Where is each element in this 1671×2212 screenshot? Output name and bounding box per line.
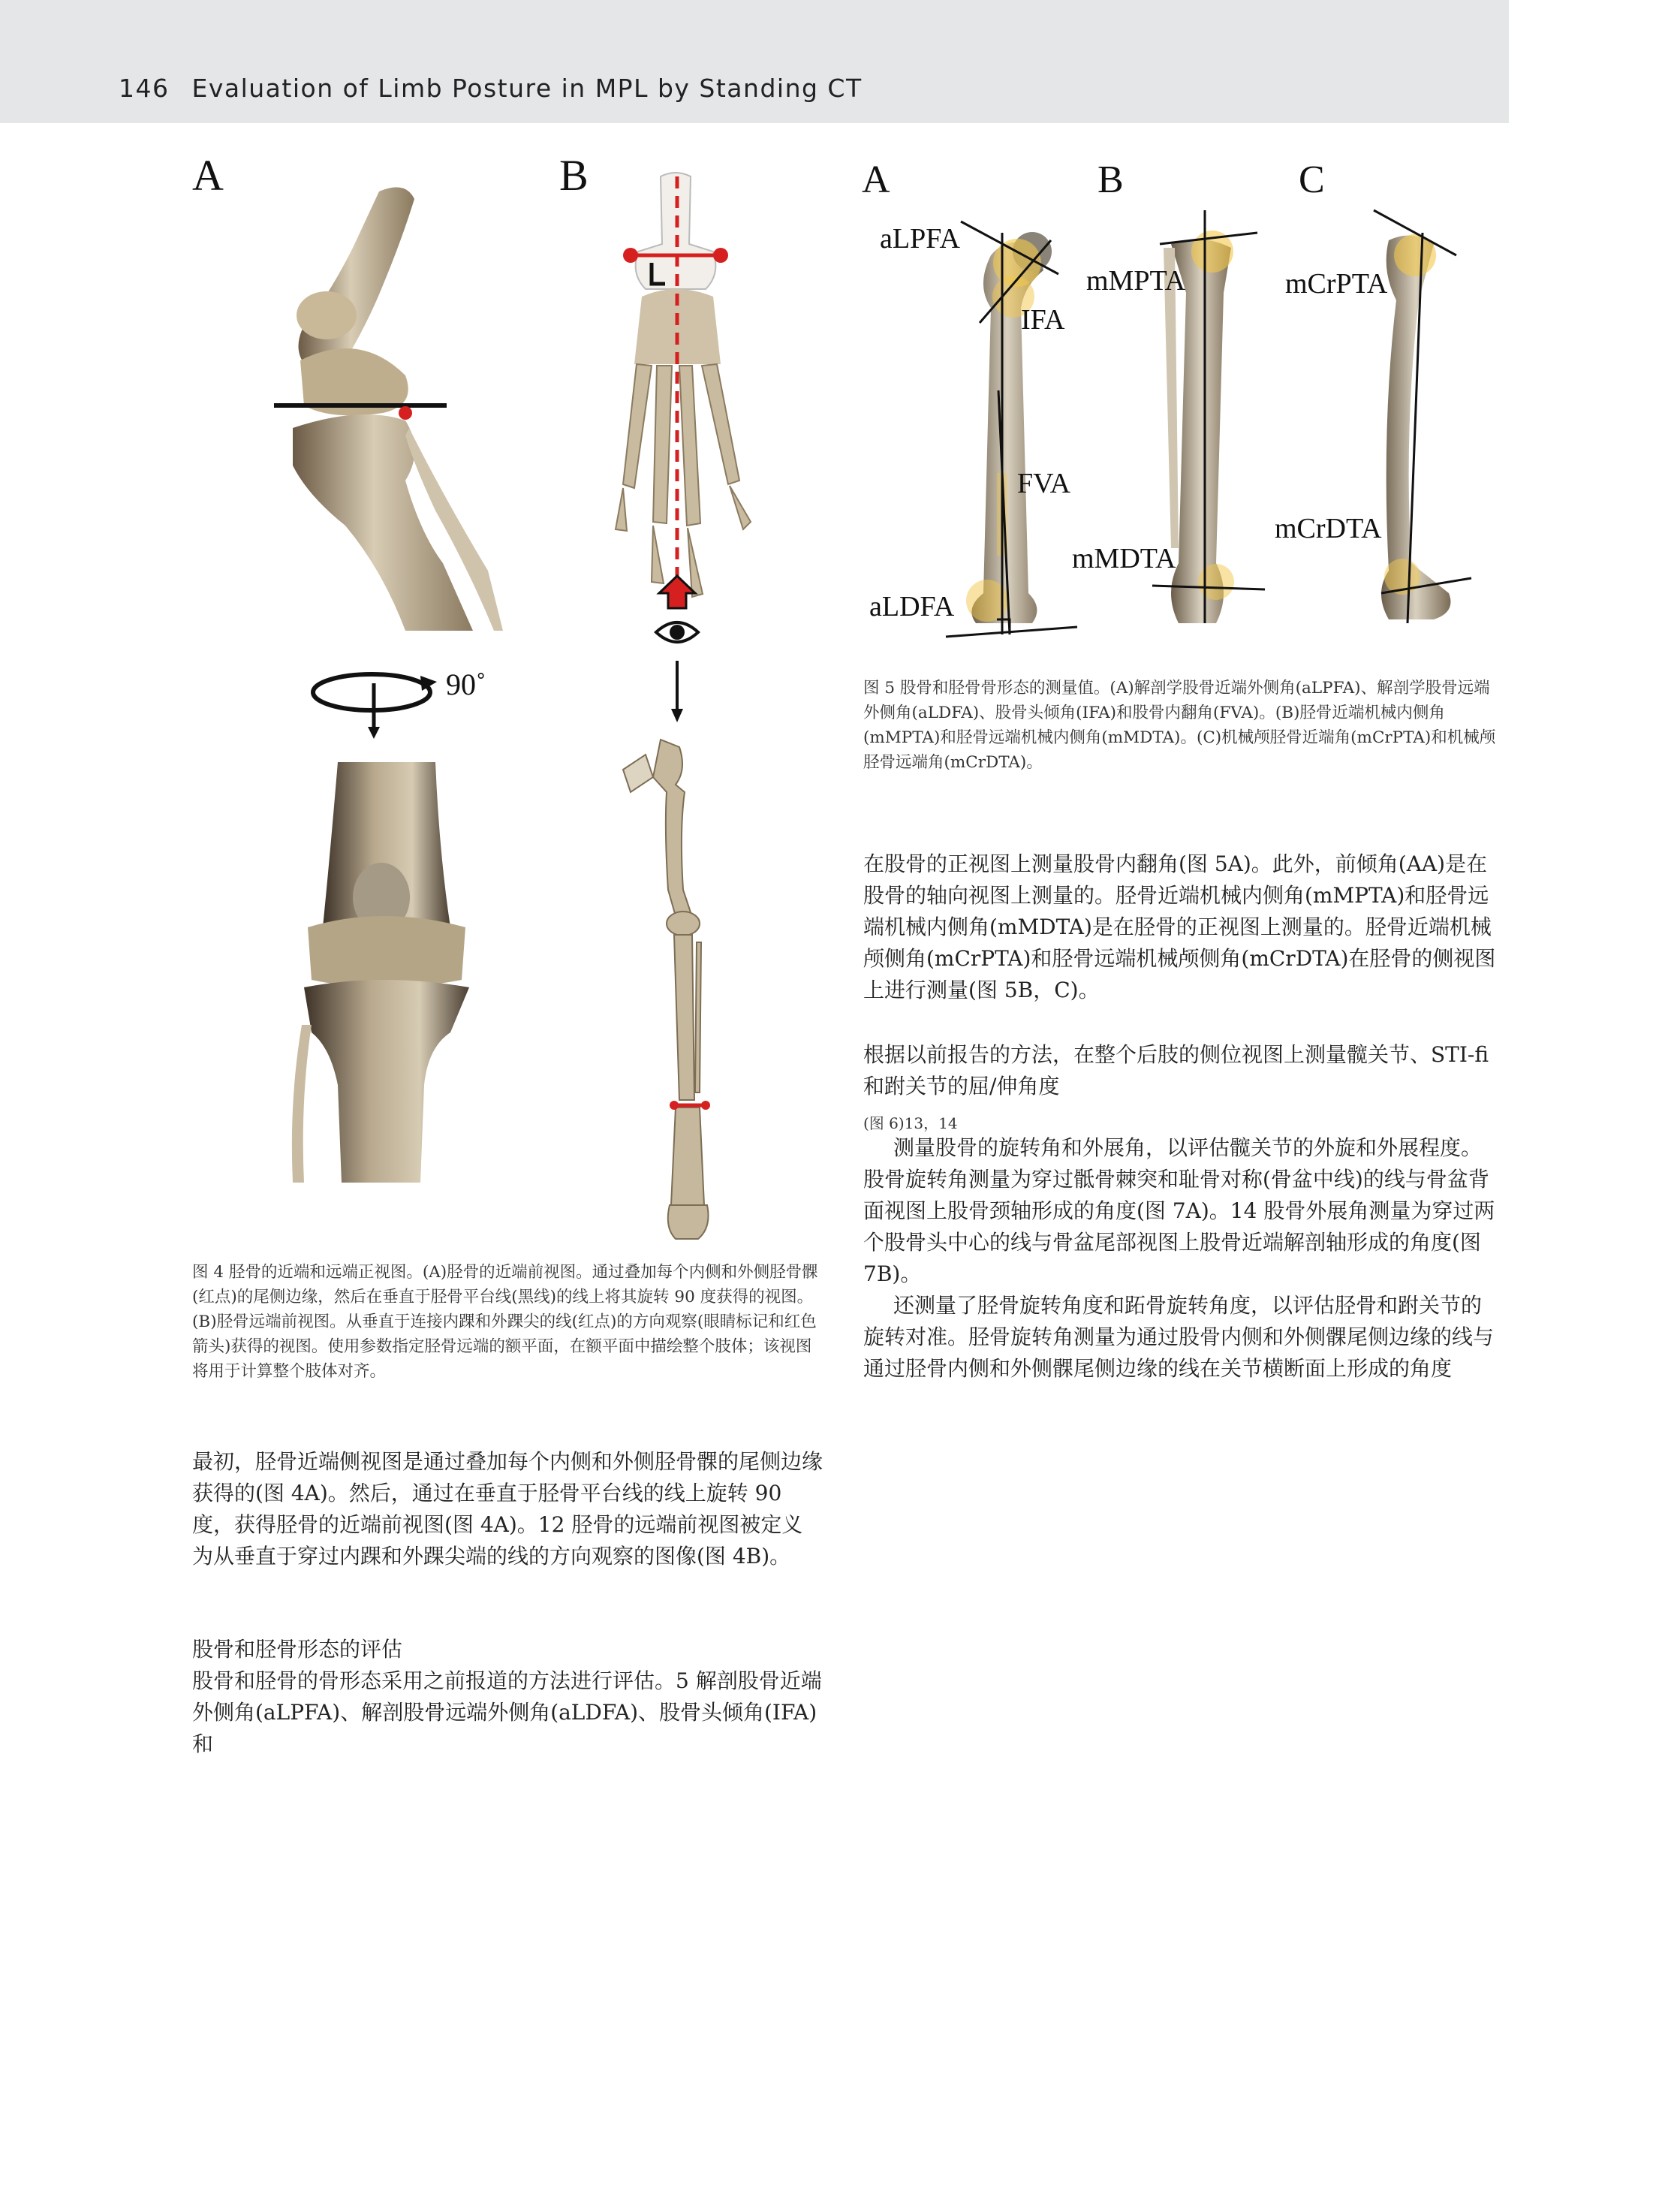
section-heading: 股骨和胫骨形态的评估: [192, 1637, 403, 1662]
right-paragraph-4-text: 还测量了胫骨旋转角度和跖骨旋转角度，以评估胫骨和跗关节的旋转对准。胫骨旋转角测量为通过股骨内侧和外侧髁尾侧边缘的线与通过胫骨内侧和外侧髁尾侧边缘的线在关节横断面上形成的角度: [863, 1293, 1495, 1381]
fibula-front-shape: [292, 1025, 312, 1183]
fig4-panel-a-letter: A: [192, 151, 224, 200]
fig5-label-alpfa: aLPFA: [880, 223, 960, 255]
tibia-limb-shape: [674, 935, 694, 1100]
view-direction-red-arrow-icon: [659, 576, 695, 608]
eye-icon: [653, 616, 702, 725]
paw-digits-shape: [668, 1205, 709, 1239]
tibia-front-shape: [304, 980, 469, 1183]
right-paragraph-1-text: 在股骨的正视图上测量股骨内翻角(图 5A)。此外，前倾角(AA)是在股骨的轴向视图上测量的。胫骨近端机械内侧角(mMPTA)和胫骨远端机械内侧角(mMDTA)是在胫骨的正视图上测量的。胫骨近端机械颅侧角(mCrPTA)和胫骨远端机械颅侧角(mCrDTA)在胫骨的侧视图上进行测量(图 5B，C)。: [863, 851, 1496, 1002]
rotation-angle-label: 90˚: [446, 668, 486, 701]
fig5-panel-b-letter: B: [1097, 158, 1124, 201]
fig4a-lateral-view-image: [218, 180, 533, 631]
patella-shape: [297, 291, 357, 339]
right-paragraph-4: [863, 1290, 1501, 1385]
right-reference-note: (图 6)13，14: [863, 1114, 958, 1132]
fig5-panel-a-letter: A: [862, 158, 890, 201]
fig4-panel-b-letter: B: [559, 151, 589, 200]
lateral-malleolus-red-point: [713, 248, 728, 263]
limb-malleolus-red-point-medial: [670, 1101, 679, 1110]
fig5-label-mcrpta: mCrPTA: [1285, 268, 1388, 300]
femoral-condyles-front-shape: [308, 916, 465, 987]
fig4b-whole-limb-image: [623, 740, 773, 1250]
fig4a-anterior-view-image: [270, 762, 495, 1183]
pelvis-fragment-shape: [623, 755, 653, 792]
fig5-label-mcrdta: mCrDTA: [1275, 513, 1382, 544]
right-paragraph-2: [863, 1039, 1501, 1102]
header-text: [119, 74, 863, 103]
fig5-label-mmdta: mMDTA: [1072, 543, 1176, 574]
medial-malleolus-red-point: [623, 248, 638, 263]
distal-tibia-highlight: [1198, 564, 1234, 600]
figure4-caption: 图 4 胫骨的近端和远端正视图。(A)胫骨的近端前视图。通过叠加每个内侧和外侧胫骨髁(红点)的尾侧边缘，然后在垂直于胫骨平台线(黑线)的线上将其旋转 90 度获得的视图。(B)胫骨远端前视图。从垂直于连接内踝和外踝尖的线(红点)的方向观察(眼睛标记和红色箭头)获得的视图。使用参数指定胫骨远端的额平面，在额平面中描绘整个肢体；该视图将用于计算整个肢体对齐。: [192, 1263, 818, 1381]
stifle-joint-shape: [667, 912, 700, 936]
running-title: Evaluation of Limb Posture in MPL by Standing CT: [191, 74, 863, 103]
fig5-label-fva: FVA: [1017, 468, 1071, 499]
fig5-panel-c-letter: C: [1299, 158, 1325, 201]
right-paragraph-1: [863, 848, 1501, 1006]
paw-metatarsal-shape: [671, 1108, 704, 1205]
metatarsal-bones: [616, 364, 751, 597]
fig5-label-ifa: IFA: [1021, 304, 1065, 336]
left-paragraph-2-text: 股骨和胫骨的骨形态采用之前报道的方法进行评估。5 解剖股骨近端外侧角(aLPFA)、解剖股骨远端外侧角(aLDFA)、股骨头倾角(IFA)和: [192, 1668, 822, 1756]
fibula-limb-shape: [695, 942, 701, 1092]
aldfa-line: [946, 627, 1077, 637]
rotation-90-icon: [308, 661, 450, 743]
right-paragraph-3: [863, 1132, 1501, 1290]
figure5-caption: 图 5 股骨和胫骨骨形态的测量值。(A)解剖学股骨近端外侧角(aLPFA)、解剖学股骨远端外侧角(aLDFA)、股骨头倾角(IFA)和股骨内翻角(FVA)。(B)胫骨近端机械内侧角(mMPTA)和胫骨远端机械内侧角(mMDTA)。(C)机械颅胫骨近端角(mCrPTA)和机械颅胫骨远端角(mCrDTA)。: [863, 679, 1496, 772]
fig5-label-mmpta: mMPTA: [1086, 265, 1186, 297]
distal-tibia-end-shape: [636, 173, 716, 289]
left-paragraph-1-text: 最初，胫骨近端侧视图是通过叠加每个内侧和外侧胫骨髁的尾侧边缘获得的(图 4A)。然后，通过在垂直于胫骨平台线的线上旋转 90 度，获得胫骨的近端前视图(图 4A)。12 胫骨的远端前视图被定义为从垂直于穿过内踝和外踝尖端的线的方向观察的图像(图 4B)。: [192, 1449, 823, 1569]
limb-malleolus-red-point-lateral: [701, 1101, 710, 1110]
right-paragraph-2-text: 根据以前报告的方法，在整个后肢的侧位视图上测量髋关节、STI-fi 和跗关节的屈/伸角度: [863, 1042, 1489, 1098]
fig4b-distal-view-image: [601, 169, 796, 649]
fig5c-tibia-lateral: [1374, 210, 1471, 623]
right-paragraph-3-text: 测量股骨的旋转角和外展角，以评估髋关节的外旋和外展程度。股骨旋转角测量为穿过骶骨棘突和耻骨对称(骨盆中线)的线与骨盆背面视图上股骨颈轴形成的角度(图 7A)。14 股骨外展角测量为穿过两个股骨头中心的线与骨盆尾部视图上股骨近端解剖轴形成的角度(图 7B)。: [863, 1135, 1495, 1286]
running-header: [0, 0, 1509, 123]
femur-shaft-shape: [299, 187, 415, 368]
femur-limb-shape: [653, 740, 691, 916]
left-paragraph-2: [192, 1665, 823, 1760]
left-paragraph-1: [192, 1446, 823, 1572]
page-number: 146: [119, 74, 170, 103]
condyle-marker-red-point: [399, 406, 412, 420]
fig5a-femur: [946, 222, 1077, 637]
fig5-label-aldfa: aLDFA: [869, 591, 955, 622]
